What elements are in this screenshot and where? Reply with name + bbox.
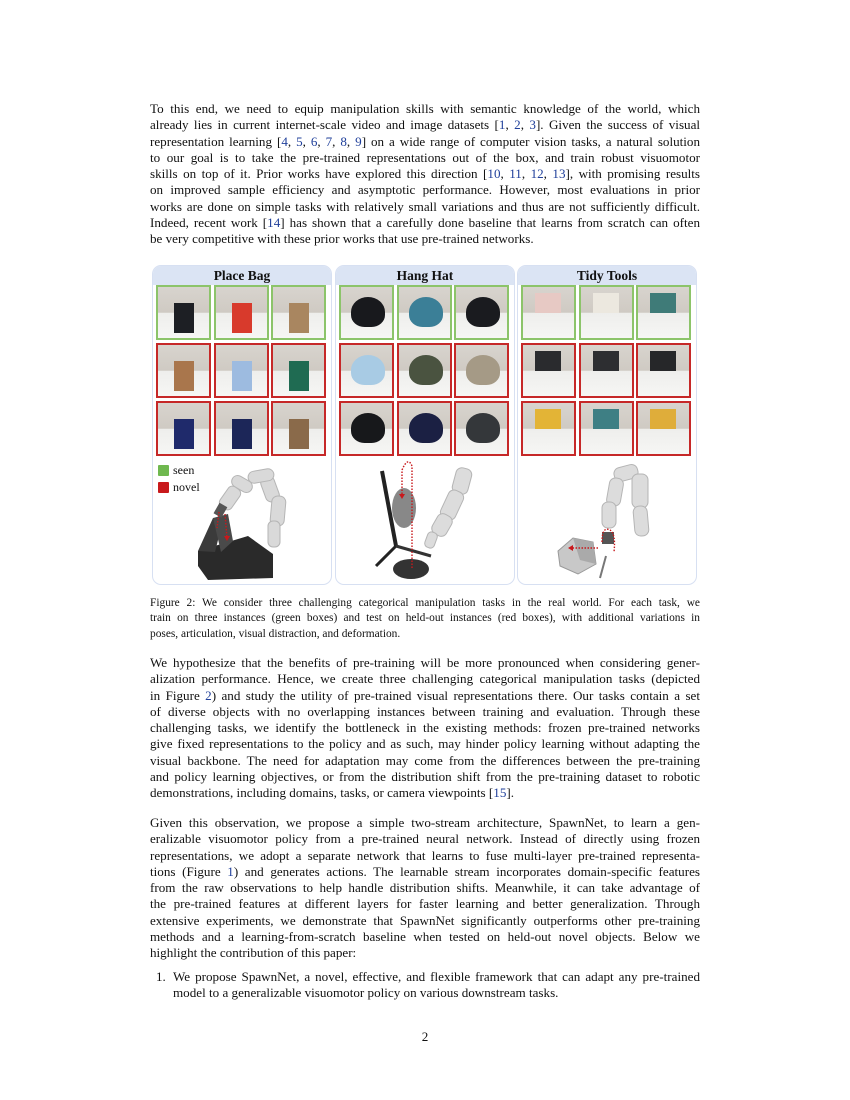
legend-label: novel [173,480,200,494]
text-line: extensive experiments, we demonstrate that SpawnNet significantly outperforms other pre-training [150,912,700,928]
object-shape [593,409,619,429]
list-line: We propose SpawnNet, a novel, effective, and flexible framework that can adapt any pre-trained [173,969,700,984]
object-shape [351,297,385,327]
text-line: in Figure 2) and study the utility of pre-trained visual representations there. Our tasks contain a set [150,687,700,703]
citation-link[interactable]: 14 [267,215,281,231]
novel-instance-photo [397,343,452,398]
text-line: of diverse objects with no overlapping instances between training and evaluation. Through these [150,703,700,719]
text-line: eralizable visuomotor policy from a pre-trained neural network. Instead of directly using frozen [150,831,700,847]
citation-link[interactable]: 12 [530,166,544,182]
paragraph-hypothesis [150,655,700,802]
object-shape [593,293,619,313]
novel-instance-photo [521,401,576,456]
citation-link[interactable]: 13 [552,166,566,182]
seen-instance-photo [156,285,211,340]
novel-instance-photo [156,343,211,398]
text-line: highlight the contribution of this paper: [150,945,357,961]
novel-instance-photo [271,343,326,398]
text-line: We hypothesize that the benefits of pre-training will be more pronounced when considering gener- [150,655,700,670]
seen-instance-photo [579,285,634,340]
seen-instance-photo [397,285,452,340]
caption-line: poses, articulation, visual distraction, and deformation. [150,627,401,640]
novel-instance-photo [579,343,634,398]
object-shape [593,351,619,371]
seen-instance-photo [271,285,326,340]
text-line: be very competitive with these prior works that use pre-trained networks. [150,231,534,247]
citation-link[interactable]: 9 [355,133,362,149]
object-shape [466,297,500,327]
text-line: representation learning [4, 5, 6, 7, 8, 9] on a wide range of computer vision tasks, a natural solution [150,133,701,149]
object-shape [232,303,252,333]
object-shape [535,293,561,313]
object-shape [409,413,443,443]
robot-arm-hat-scene-illustration [336,456,513,584]
text-line: already lies in current internet-scale video and image datasets [1, 2, 3]. Given the success of visual [150,117,701,133]
text-line: skills on top of it. Prior works have explored this direction [10, 11, 12, 13], with promising results [150,166,701,182]
novel-instance-photo [579,401,634,456]
text-line: challenging tasks, we identify the bottleneck in the existing methods: frozen pre-trained networks [150,720,700,736]
list-line: model to a generalizable visuomotor policy on various downstream tasks. [173,985,559,1001]
citation-link[interactable]: 6 [310,133,318,149]
text-line: To this end, we need to equip manipulation skills with semantic knowledge of the world, which [150,101,700,116]
citation-link[interactable]: 15 [493,785,507,801]
paragraph-intro [150,101,700,248]
citation-link[interactable]: 4 [281,133,288,149]
novel-instance-photo [521,343,576,398]
caption-line: train on three instances (green boxes) and test on held-out instances (red boxes), with additional variations in [150,612,700,625]
robot-arm-drawer-scene-illustration [518,456,695,584]
novel-instance-photo [271,401,326,456]
object-shape [289,303,309,333]
novel-instance-photo [454,343,509,398]
object-shape [232,361,252,391]
object-shape [409,297,443,327]
object-shape [174,303,194,333]
novel-instance-photo [214,401,269,456]
citation-link[interactable]: 5 [296,133,303,149]
object-shape [174,419,194,449]
list-number: 1. [156,969,166,984]
object-shape [466,355,500,385]
object-shape [650,409,676,429]
novel-instance-photo [636,343,691,398]
text-line: methods and a learning-from-scratch baseline when tested on held-out novel objects. Below we [150,929,700,945]
citation-link[interactable]: 10 [487,166,501,182]
text-line: Given this observation, we propose a simple two-stream architecture, SpawnNet, to learn a gen- [150,815,700,830]
seen-instance-photo [521,285,576,340]
object-shape [535,351,561,371]
object-shape [351,413,385,443]
citation-link[interactable]: 2 [514,117,521,133]
object-shape [232,419,252,449]
panel-tidy-tools [517,265,697,585]
text-line: representations, we adopt a separate network that learns to fuse multi-layer pre-trained representa- [150,847,700,863]
novel-instance-photo [214,343,269,398]
text-line: to our goal is to take the pre-trained representations out of the box, and train robust visuomotor [150,149,700,165]
text-line: tions (Figure 1) and generates actions. The learnable stream incorporates domain-specific features [150,863,700,879]
list-item-text [173,969,700,1002]
figure-caption [150,596,700,642]
citation-link[interactable]: 7 [325,133,333,149]
novel-instance-photo [397,401,452,456]
citation-link[interactable]: 2 [205,687,212,703]
page-number: 2 [421,1029,429,1044]
object-shape [289,361,309,391]
panel-title: Place Bag [153,266,331,285]
legend-label: seen [173,463,195,477]
object-shape [650,351,676,371]
citation-link[interactable]: 3 [529,117,536,133]
novel-instance-photo [339,343,394,398]
robot-arm-bag-scene-illustration [153,456,330,584]
panel-title: Tidy Tools [518,266,696,285]
citation-link[interactable]: 1 [227,863,234,879]
object-shape [650,293,676,313]
citation-link[interactable]: 11 [509,166,522,182]
text-line: and policy learning objectives, or from the distribution shift from the pre-training dataset to robotic [150,769,700,785]
text-line: visual backbone. The need for adaptation may come from the differences between the pre-training [150,752,700,768]
object-shape [351,355,385,385]
novel-instance-photo [339,401,394,456]
figure-2 [152,265,698,586]
seen-instance-photo [636,285,691,340]
citation-link[interactable]: 1 [498,117,506,133]
citation-link[interactable]: 8 [340,133,347,149]
object-shape [174,361,194,391]
text-line: on improved sample efficiency and asymptotic performance. However, most evaluations in prior [150,182,700,198]
paragraph-proposal [150,815,700,962]
text-line: Indeed, recent work [14] has shown that a carefully done baseline that learns from scratch can often [150,215,700,231]
panel-place-bag [152,265,332,585]
novel-instance-photo [454,401,509,456]
caption-line: Figure 2: We consider three challenging categorical manipulation tasks in the real world. For each task, we [150,597,700,609]
object-shape [466,413,500,443]
object-shape [289,419,309,449]
text-line: works are done on simple tasks with relatively small variations and thus are not sufficiently difficult. [150,198,700,214]
novel-instance-photo [636,401,691,456]
novel-instance-photo [156,401,211,456]
text-line: from the raw observations to help handle distribution shifts. Meanwhile, it can take advantage of [150,880,700,896]
seen-instance-photo [454,285,509,340]
panel-title: Hang Hat [336,266,514,285]
text-line: demonstrations, including domains, tasks, or camera viewpoints [15]. [150,785,515,801]
panel-hang-hat [335,265,515,585]
object-shape [409,355,443,385]
text-line: alization performance. Hence, we create three challenging categorical manipulation tasks (depicted [150,671,700,687]
seen-instance-photo [339,285,394,340]
object-shape [535,409,561,429]
seen-instance-photo [214,285,269,340]
text-line: give fixed representations to the policy and as such, may hinder policy learning without adapting the [150,736,700,752]
text-line: the pre-trained features at different layers for faster learning and better generalization. Through [150,896,700,912]
